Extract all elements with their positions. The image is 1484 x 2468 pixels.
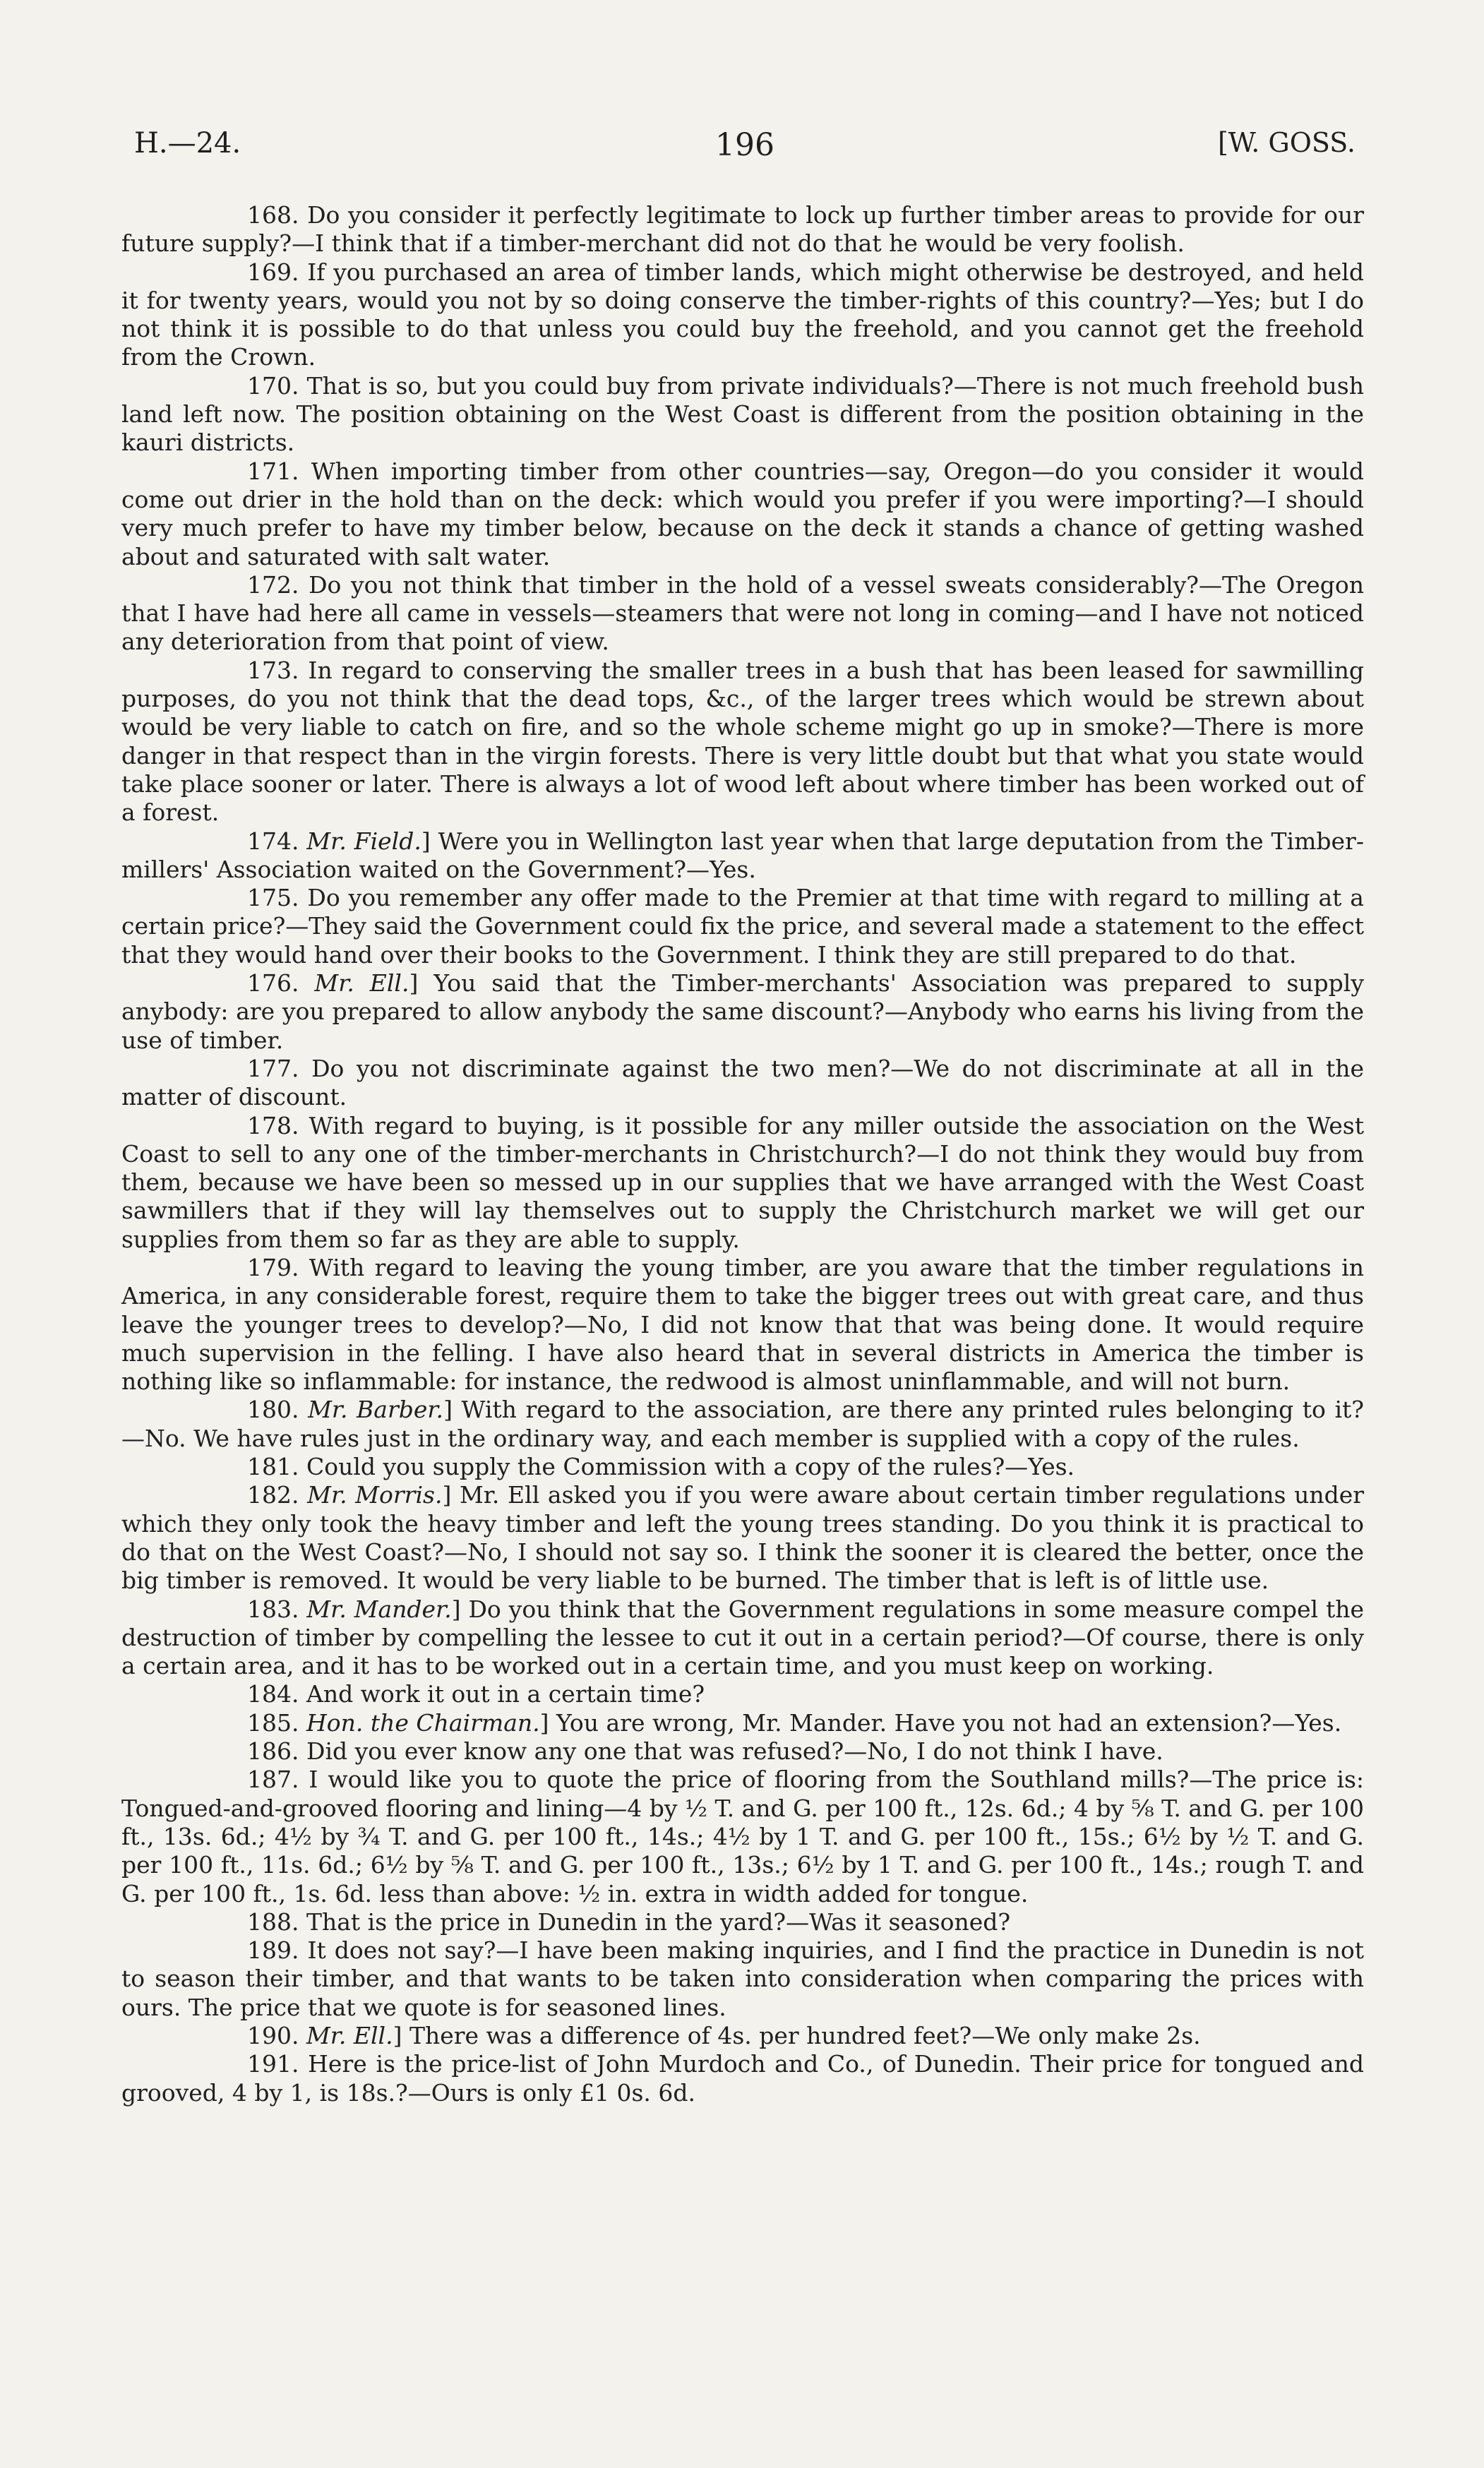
speaker-name: Mr. Ell. (306, 2022, 393, 2049)
question-text: I would like you to quote the price of flooring from the Southland mills?—The price is: Tongued-and-grooved flooring and lining—4 by ½ T. and G. per 100 ft., 12s. 6d.; 4 by ⅝ T. and G. per 100 ft., 13s. 6d.; 4½ by ¾ T. and G. per 100 ft., 14s.; 4½ by 1 T. and G. per 100 ft., 15s.; 6½ by ½ T. and G. per 100 ft., 11s. 6d.; 6½ by ⅝ T. and G. per 100 ft., 13s.; 6½ by 1 T. and G. per 100 ft., 14s.; rough T. and G. per 100 ft., 1s. 6d. less than above: ½ in. extra in width added for tongue. (121, 1766, 1364, 1907)
question-paragraph (121, 1709, 1364, 1737)
question-text: ] There was a difference of 4s. per hundred feet?—We only make 2s. (393, 2022, 1201, 2049)
page-number: 196 (715, 127, 774, 163)
question-text: ] You are wrong, Mr. Mander. Have you not had an extension?—Yes. (539, 1708, 1342, 1737)
question-paragraph (121, 2050, 1364, 2107)
question-text: Do you remember any offer made to the Premier at that time with regard to milling at a certain price?—They said the Government could fix the price, and several made a statement to the effect that they would hand over their books to the Government. I think they are still prepared to do that. (121, 884, 1364, 969)
question-text: Here is the price-list of John Murdoch and Co., of Dunedin. Their price for tongued and grooved, 4 by 1, is 18s.?—Ours is only £1 0s. 6d. (121, 2050, 1364, 2107)
question-number: 190. (247, 2022, 299, 2049)
question-text: In regard to conserving the smaller trees in a bush that has been leased for sawmilling purposes, do you not think that the dead tops, &c., of the larger trees which would be strewn about would be very liable to catch on fire, and so the whole scheme might go up in smoke?—There is more danger in that respect than in the virgin forests. There is very little doubt but that what you state would take place sooner or later. There is always a lot of wood left about where timber has been worked out of a forest. (121, 656, 1364, 827)
speaker-name: Mr. Barber. (308, 1396, 444, 1424)
question-paragraph (121, 201, 1364, 258)
question-paragraph (121, 372, 1364, 457)
question-paragraph (121, 1595, 1364, 1681)
question-paragraph (121, 1680, 1364, 1708)
question-number: 191. (247, 2050, 299, 2078)
question-number: 181. (247, 1453, 299, 1481)
question-text: With regard to buying, is it possible for any miller outside the association on the West Coast to sell to any one of the timber-merchants in Christchurch?—I do not think they would buy from them, because we have been so messed up in our supplies that we have arranged with the West Coast sawmillers that if they will lay themselves out to supply the Christchurch market we will get our supplies from them so far as they are able to supply. (121, 1111, 1364, 1253)
question-paragraph (121, 1112, 1364, 1254)
question-number: 179. (247, 1253, 299, 1281)
speaker-name: Hon. the Chairman. (306, 1708, 540, 1737)
question-paragraph (121, 2022, 1364, 2050)
question-text: If you purchased an area of timber lands, which might otherwise be destroyed, and held it for twenty years, would you not by so doing conserve the timber-rights of this country?—Yes; but I do not think it is possible to do that unless you could buy the freehold, and you cannot get the freehold from the Crown. (121, 258, 1364, 371)
question-paragraph (121, 657, 1364, 827)
question-number: 188. (247, 1907, 299, 1936)
question-paragraph (121, 571, 1364, 657)
question-text: ] You said that the Timber-merchants' Association was prepared to supply anybody: are you prepared to allow anybody the same discount?—Anybody who earns his living from the use of timber. (121, 969, 1364, 1054)
question-number: 182. (247, 1481, 299, 1509)
question-number: 186. (247, 1737, 299, 1766)
question-text: When importing timber from other countries—say, Oregon—do you consider it would come out drier in the hold than on the deck: which would you prefer if you were importing?—I should very much prefer to have my timber below, because on the deck it stands a chance of getting washed about and saturated with salt water. (121, 457, 1364, 570)
question-number: 178. (247, 1111, 299, 1139)
question-number: 183. (247, 1595, 299, 1623)
question-number: 184. (247, 1680, 299, 1708)
question-paragraph (121, 969, 1364, 1055)
question-paragraph (121, 1055, 1364, 1112)
question-number: 174. (247, 827, 299, 855)
question-paragraph (121, 884, 1364, 969)
paper-reference: H.—24. (134, 127, 241, 160)
speaker-name: Mr. Ell. (314, 969, 409, 998)
question-paragraph (121, 1481, 1364, 1595)
question-number: 172. (247, 570, 299, 599)
question-text: ] Do you think that the Government regulations in some measure compel the destruction of timber by compelling the lessee to cut it out in a certain period?—Of course, there is only a certain area, and it has to be worked out in a certain time, and you must keep on working. (121, 1595, 1364, 1680)
question-paragraph (121, 1908, 1364, 1936)
question-paragraph (121, 1453, 1364, 1481)
question-text: ] Mr. Ell asked you if you were aware about certain timber regulations under which they only took the heavy timber and left the young trees standing. Do you think it is practical to do that on the West Coast?—No, I should not say so. I think the sooner it is cleared the better, once the big timber is removed. It would be very liable to be burned. The timber that is left is of little use. (121, 1481, 1364, 1595)
question-text: Do you not discriminate against the two men?—We do not discriminate at all in the matter of discount. (121, 1054, 1365, 1111)
question-text: That is so, but you could buy from private individuals?—There is not much freehold bush land left now. The position obtaining on the West Coast is different from the position obtaining in the kauri districts. (121, 371, 1364, 457)
question-paragraph (121, 1936, 1364, 2022)
question-paragraph (121, 1766, 1364, 1907)
question-paragraph (121, 827, 1364, 885)
page-header (134, 127, 1356, 176)
question-paragraph (121, 1254, 1364, 1396)
speaker-name: Mr. Morris. (307, 1481, 443, 1509)
question-number: 169. (247, 258, 299, 286)
question-text: That is the price in Dunedin in the yard?—Was it seasoned? (306, 1907, 1011, 1936)
speaker-name: Mr. Mander. (306, 1595, 452, 1623)
question-text: Could you supply the Commission with a copy of the rules?—Yes. (306, 1453, 1075, 1481)
question-number: 187. (247, 1766, 299, 1794)
question-paragraph (121, 1737, 1364, 1766)
question-number: 171. (247, 457, 299, 485)
question-text: And work it out in a certain time? (306, 1680, 705, 1708)
question-paragraph (121, 258, 1364, 372)
question-text: ] With regard to the association, are there any printed rules belonging to it?—No. We have rules just in the ordinary way, and each member is supplied with a copy of the rules. (121, 1396, 1364, 1452)
question-paragraph (121, 457, 1364, 571)
question-text: With regard to leaving the young timber, are you aware that the timber regulations in America, in any considerable forest, require them to take the bigger trees out with great care, and thus leave the younger trees to develop?—No, I did not know that that was being done. It would require much supervision in the felling. I have also heard that in several districts in America the timber is nothing like so inflammable: for instance, the redwood is almost uninflammable, and will not burn. (121, 1253, 1364, 1396)
question-number: 180. (247, 1396, 299, 1424)
question-text: Do you not think that timber in the hold of a vessel sweats considerably?—The Oregon that I have had here all came in vessels—steamers that were not long in coming—and I have not noticed any deterioration from that point of view. (121, 570, 1364, 656)
question-text: It does not say?—I have been making inquiries, and I find the practice in Dunedin is not to season their timber, and that wants to be taken into consideration when comparing the prices with ours. The price that we quote is for seasoned lines. (121, 1936, 1364, 2021)
question-text: Do you consider it perfectly legitimate to lock up further timber areas to provide for our future supply?—I think that if a timber-merchant did not do that he would be very foolish. (121, 201, 1365, 258)
question-number: 177. (247, 1054, 299, 1082)
minutes-of-evidence (121, 201, 1364, 2107)
question-paragraph (121, 1396, 1364, 1453)
question-number: 189. (247, 1936, 299, 1965)
question-number: 168. (247, 201, 299, 229)
question-number: 170. (247, 371, 299, 400)
witness-name: [W. GOSS. (1217, 127, 1356, 158)
question-number: 185. (247, 1708, 299, 1737)
speaker-name: Mr. Field. (306, 827, 421, 855)
question-number: 173. (247, 656, 299, 684)
question-number: 176. (247, 969, 299, 998)
question-number: 175. (247, 884, 299, 912)
question-text: ] Were you in Wellington last year when that large deputation from the Timber-millers' Association waited on the Government?—Yes. (121, 827, 1364, 883)
question-text: Did you ever know any one that was refused?—No, I do not think I have. (306, 1737, 1163, 1766)
